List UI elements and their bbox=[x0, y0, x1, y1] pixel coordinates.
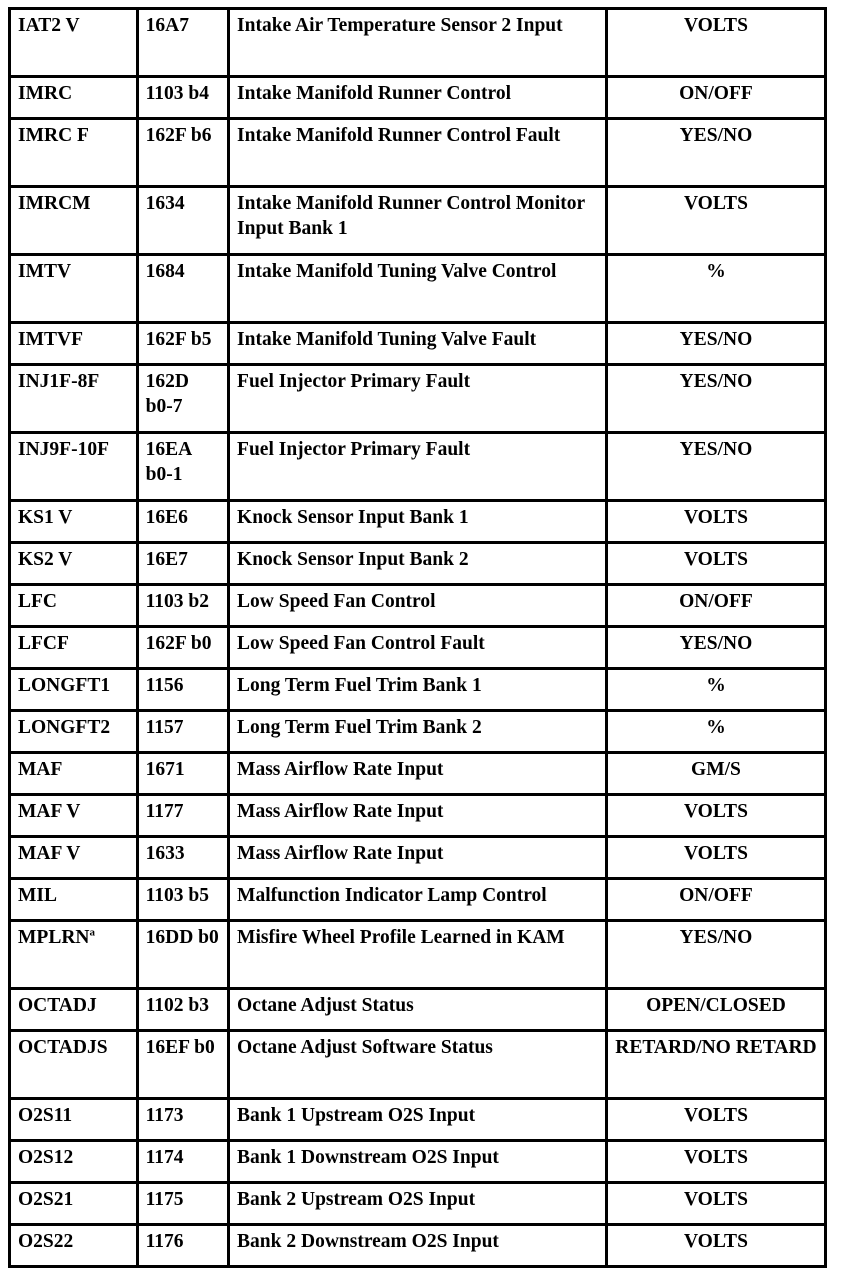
pid-name: OCTADJS bbox=[18, 1037, 108, 1058]
pid-name: IMRC bbox=[18, 83, 73, 104]
pid-units: YES/NO bbox=[679, 329, 753, 350]
pid-units-cell bbox=[608, 1032, 824, 1097]
pid-name-cell bbox=[11, 1142, 136, 1181]
pid-description-cell bbox=[230, 544, 605, 583]
pid-description-cell bbox=[230, 712, 605, 751]
pid-description-cell bbox=[230, 502, 605, 541]
pid-description: Intake Air Temperature Sensor 2 Input bbox=[237, 15, 563, 36]
pid-address-cell bbox=[139, 880, 227, 919]
pid-address: 1103 b4 bbox=[145, 83, 210, 104]
pid-name: MIL bbox=[18, 885, 57, 906]
pid-name: INJ9F-10F bbox=[18, 439, 109, 460]
pid-name: MAF bbox=[18, 759, 63, 780]
pid-description: Mass Airflow Rate Input bbox=[237, 843, 444, 864]
pid-description-cell bbox=[230, 1032, 605, 1097]
pid-description-cell bbox=[230, 880, 605, 919]
pid-address: 16A7 bbox=[145, 15, 189, 36]
pid-description: Fuel Injector Primary Fault bbox=[237, 439, 471, 460]
pid-description-cell bbox=[230, 990, 605, 1029]
pid-units-cell bbox=[608, 1184, 824, 1223]
table-row bbox=[11, 10, 824, 75]
pid-address: 162F b5 bbox=[145, 329, 212, 350]
table-row bbox=[11, 754, 824, 793]
pid-address: 1633 bbox=[145, 843, 185, 864]
pid-description: Low Speed Fan Control bbox=[237, 591, 436, 612]
pid-description: Intake Manifold Tuning Valve Fault bbox=[237, 329, 537, 350]
pid-description-cell bbox=[230, 10, 605, 75]
pid-units-cell bbox=[608, 324, 824, 363]
pid-address-cell bbox=[139, 544, 227, 583]
pid-name-cell bbox=[11, 880, 136, 919]
pid-units-cell bbox=[608, 628, 824, 667]
pid-address-cell bbox=[139, 670, 227, 709]
pid-units-cell bbox=[608, 256, 824, 321]
pid-description-cell bbox=[230, 754, 605, 793]
pid-address-cell bbox=[139, 838, 227, 877]
pid-units-cell bbox=[608, 838, 824, 877]
table-row bbox=[11, 628, 824, 667]
pid-units-cell bbox=[608, 880, 824, 919]
pid-description-cell bbox=[230, 922, 605, 987]
pid-units-cell bbox=[608, 188, 824, 253]
pid-units: % bbox=[706, 261, 726, 282]
pid-description-cell bbox=[230, 188, 605, 253]
pid-address-cell bbox=[139, 1184, 227, 1223]
pid-description: Misfire Wheel Profile Learned in KAM bbox=[237, 927, 565, 948]
pid-address-cell bbox=[139, 586, 227, 625]
table-row bbox=[11, 324, 824, 363]
pid-address-cell bbox=[139, 628, 227, 667]
table-row bbox=[11, 1226, 824, 1265]
pid-units-cell bbox=[608, 502, 824, 541]
table-row bbox=[11, 922, 824, 987]
pid-address: 1177 bbox=[145, 801, 184, 822]
pid-name-cell bbox=[11, 1032, 136, 1097]
pid-description-cell bbox=[230, 120, 605, 185]
pid-name: IMTVF bbox=[18, 329, 83, 350]
pid-name: LFC bbox=[18, 591, 57, 612]
pid-units: ON/OFF bbox=[679, 83, 753, 104]
pid-name: IAT2 V bbox=[18, 15, 80, 36]
pid-address: 16EF b0 bbox=[145, 1037, 215, 1058]
pid-address-cell bbox=[139, 1032, 227, 1097]
pid-units: VOLTS bbox=[683, 507, 748, 528]
pid-name-cell bbox=[11, 1184, 136, 1223]
pid-address: 1684 bbox=[145, 261, 185, 282]
pid-units-cell bbox=[608, 754, 824, 793]
table-row bbox=[11, 712, 824, 751]
pid-name-cell bbox=[11, 324, 136, 363]
pid-name-cell bbox=[11, 754, 136, 793]
pid-units-cell bbox=[608, 586, 824, 625]
pid-units: VOLTS bbox=[683, 801, 748, 822]
pid-description: Knock Sensor Input Bank 2 bbox=[237, 549, 469, 570]
pid-name-cell bbox=[11, 1226, 136, 1265]
pid-units: % bbox=[706, 717, 726, 738]
pid-description: Long Term Fuel Trim Bank 1 bbox=[237, 675, 482, 696]
pid-units-cell bbox=[608, 544, 824, 583]
pid-address: 16EA b0-1 bbox=[145, 439, 192, 485]
pid-description-cell bbox=[230, 324, 605, 363]
pid-name-cell bbox=[11, 922, 136, 987]
pid-units: VOLTS bbox=[683, 549, 748, 570]
table-row bbox=[11, 990, 824, 1029]
pid-units: YES/NO bbox=[679, 125, 753, 146]
pid-units-cell bbox=[608, 990, 824, 1029]
pid-name: LONGFT1 bbox=[18, 675, 111, 696]
pid-address: 1102 b3 bbox=[145, 995, 210, 1016]
table-row bbox=[11, 544, 824, 583]
pid-units-cell bbox=[608, 670, 824, 709]
pid-units: YES/NO bbox=[679, 927, 753, 948]
pid-units-cell bbox=[608, 1142, 824, 1181]
pid-units-cell bbox=[608, 922, 824, 987]
pid-name-cell bbox=[11, 502, 136, 541]
table-row bbox=[11, 188, 824, 253]
pid-description: Malfunction Indicator Lamp Control bbox=[237, 885, 547, 906]
pid-units-cell bbox=[608, 796, 824, 835]
pid-name: O2S21 bbox=[18, 1189, 74, 1210]
pid-units: RETARD/NO RETARD bbox=[615, 1037, 817, 1058]
pid-address: 1175 bbox=[145, 1189, 184, 1210]
pid-address-cell bbox=[139, 990, 227, 1029]
pid-description-cell bbox=[230, 1100, 605, 1139]
pid-name-cell bbox=[11, 188, 136, 253]
pid-description: Intake Manifold Runner Control Fault bbox=[237, 125, 561, 146]
pid-name-cell bbox=[11, 586, 136, 625]
table-row bbox=[11, 838, 824, 877]
pid-address: 162F b0 bbox=[145, 633, 212, 654]
table-row bbox=[11, 434, 824, 499]
pid-description: Bank 2 Upstream O2S Input bbox=[237, 1189, 476, 1210]
pid-description-cell bbox=[230, 1142, 605, 1181]
pid-description: Low Speed Fan Control Fault bbox=[237, 633, 485, 654]
pid-description-cell bbox=[230, 1226, 605, 1265]
pid-units: VOLTS bbox=[683, 193, 748, 214]
pid-units: VOLTS bbox=[683, 15, 748, 36]
pid-address-cell bbox=[139, 256, 227, 321]
pid-name: LONGFT2 bbox=[18, 717, 111, 738]
pid-address-cell bbox=[139, 922, 227, 987]
pid-units: ON/OFF bbox=[679, 885, 753, 906]
pid-name-cell bbox=[11, 1100, 136, 1139]
pid-address-cell bbox=[139, 1142, 227, 1181]
pid-units-cell bbox=[608, 1226, 824, 1265]
pid-description: Bank 1 Upstream O2S Input bbox=[237, 1105, 476, 1126]
pid-units-cell bbox=[608, 712, 824, 751]
pid-address: 1671 bbox=[145, 759, 185, 780]
pid-description-cell bbox=[230, 628, 605, 667]
pid-units: YES/NO bbox=[679, 633, 753, 654]
pid-address: 162D b0-7 bbox=[145, 371, 189, 417]
pid-address: 1103 b5 bbox=[145, 885, 210, 906]
pid-name-cell bbox=[11, 256, 136, 321]
pid-address: 1103 b2 bbox=[145, 591, 210, 612]
pid-name-cell bbox=[11, 544, 136, 583]
pid-description: Fuel Injector Primary Fault bbox=[237, 371, 471, 392]
pid-description-cell bbox=[230, 838, 605, 877]
table-row bbox=[11, 78, 824, 117]
pid-units: GM/S bbox=[691, 759, 741, 780]
pid-address-cell bbox=[139, 1100, 227, 1139]
pid-name: O2S11 bbox=[18, 1105, 73, 1126]
pid-description-cell bbox=[230, 1184, 605, 1223]
table-row bbox=[11, 586, 824, 625]
pid-table bbox=[8, 7, 827, 1268]
pid-address-cell bbox=[139, 434, 227, 499]
table-row bbox=[11, 1100, 824, 1139]
pid-address: 1174 bbox=[145, 1147, 184, 1168]
pid-name: IMRCM bbox=[18, 193, 91, 214]
table-row bbox=[11, 796, 824, 835]
pid-address-cell bbox=[139, 10, 227, 75]
table-row bbox=[11, 256, 824, 321]
pid-name: OCTADJ bbox=[18, 995, 97, 1016]
pid-name: KS2 V bbox=[18, 549, 73, 570]
pid-address-cell bbox=[139, 712, 227, 751]
pid-address: 16E6 bbox=[145, 507, 188, 528]
pid-units-cell bbox=[608, 120, 824, 185]
pid-address: 1634 bbox=[145, 193, 185, 214]
pid-name-cell bbox=[11, 120, 136, 185]
pid-units-cell bbox=[608, 78, 824, 117]
pid-address-cell bbox=[139, 188, 227, 253]
pid-description: Bank 2 Downstream O2S Input bbox=[237, 1231, 499, 1252]
pid-name: KS1 V bbox=[18, 507, 73, 528]
pid-address-cell bbox=[139, 120, 227, 185]
pid-name-cell bbox=[11, 10, 136, 75]
pid-address: 1176 bbox=[145, 1231, 184, 1252]
pid-units: % bbox=[706, 675, 726, 696]
pid-name: MPLRN bbox=[18, 927, 90, 948]
pid-address-cell bbox=[139, 1226, 227, 1265]
pid-name-cell bbox=[11, 838, 136, 877]
pid-description-cell bbox=[230, 796, 605, 835]
pid-units: YES/NO bbox=[679, 439, 753, 460]
pid-name-cell bbox=[11, 712, 136, 751]
table-row bbox=[11, 502, 824, 541]
pid-address-cell bbox=[139, 366, 227, 431]
pid-description-cell bbox=[230, 366, 605, 431]
pid-table-body bbox=[11, 10, 824, 1265]
pid-name: O2S12 bbox=[18, 1147, 74, 1168]
pid-name-cell bbox=[11, 796, 136, 835]
pid-description-cell bbox=[230, 670, 605, 709]
pid-units: VOLTS bbox=[683, 1147, 748, 1168]
pid-name: IMTV bbox=[18, 261, 72, 282]
table-row bbox=[11, 670, 824, 709]
pid-address-cell bbox=[139, 324, 227, 363]
pid-description-cell bbox=[230, 256, 605, 321]
table-row bbox=[11, 1032, 824, 1097]
pid-description: Bank 1 Downstream O2S Input bbox=[237, 1147, 499, 1168]
table-row bbox=[11, 120, 824, 185]
pid-description: Intake Manifold Tuning Valve Control bbox=[237, 261, 557, 282]
pid-footnote-marker: a bbox=[89, 926, 95, 939]
pid-description-cell bbox=[230, 78, 605, 117]
pid-name-cell bbox=[11, 366, 136, 431]
pid-description: Octane Adjust Software Status bbox=[237, 1037, 493, 1058]
pid-address: 16E7 bbox=[145, 549, 188, 570]
pid-units-cell bbox=[608, 434, 824, 499]
pid-units: ON/OFF bbox=[679, 591, 753, 612]
pid-address: 1157 bbox=[145, 717, 184, 738]
pid-description: Long Term Fuel Trim Bank 2 bbox=[237, 717, 482, 738]
table-row bbox=[11, 1184, 824, 1223]
pid-name: INJ1F-8F bbox=[18, 371, 100, 392]
pid-name: LFCF bbox=[18, 633, 69, 654]
pid-name-cell bbox=[11, 434, 136, 499]
table-row bbox=[11, 880, 824, 919]
pid-name: IMRC F bbox=[18, 125, 89, 146]
pid-description: Mass Airflow Rate Input bbox=[237, 759, 444, 780]
pid-units-cell bbox=[608, 10, 824, 75]
pid-address: 162F b6 bbox=[145, 125, 212, 146]
pid-description-cell bbox=[230, 434, 605, 499]
pid-address: 1173 bbox=[145, 1105, 184, 1126]
pid-name-cell bbox=[11, 78, 136, 117]
pid-name: O2S22 bbox=[18, 1231, 74, 1252]
table-row bbox=[11, 366, 824, 431]
pid-address: 16DD b0 bbox=[145, 927, 219, 948]
pid-units: YES/NO bbox=[679, 371, 753, 392]
pid-name-cell bbox=[11, 628, 136, 667]
pid-address-cell bbox=[139, 796, 227, 835]
pid-address: 1156 bbox=[145, 675, 184, 696]
pid-description: Intake Manifold Runner Control bbox=[237, 83, 511, 104]
pid-units: VOLTS bbox=[683, 1231, 748, 1252]
pid-description-cell bbox=[230, 586, 605, 625]
pid-units-cell bbox=[608, 1100, 824, 1139]
pid-description: Octane Adjust Status bbox=[237, 995, 414, 1016]
table-row bbox=[11, 1142, 824, 1181]
pid-units: VOLTS bbox=[683, 843, 748, 864]
pid-description: Mass Airflow Rate Input bbox=[237, 801, 444, 822]
pid-name-cell bbox=[11, 990, 136, 1029]
pid-units: VOLTS bbox=[683, 1189, 748, 1210]
pid-name-cell bbox=[11, 670, 136, 709]
pid-address-cell bbox=[139, 78, 227, 117]
pid-name: MAF V bbox=[18, 843, 81, 864]
pid-description: Intake Manifold Runner Control Monitor Input Bank 1 bbox=[237, 193, 585, 239]
pid-address-cell bbox=[139, 754, 227, 793]
pid-name: MAF V bbox=[18, 801, 81, 822]
pid-units: OPEN/CLOSED bbox=[646, 995, 786, 1016]
pid-units-cell bbox=[608, 366, 824, 431]
pid-description: Knock Sensor Input Bank 1 bbox=[237, 507, 469, 528]
pid-units: VOLTS bbox=[683, 1105, 748, 1126]
pid-address-cell bbox=[139, 502, 227, 541]
